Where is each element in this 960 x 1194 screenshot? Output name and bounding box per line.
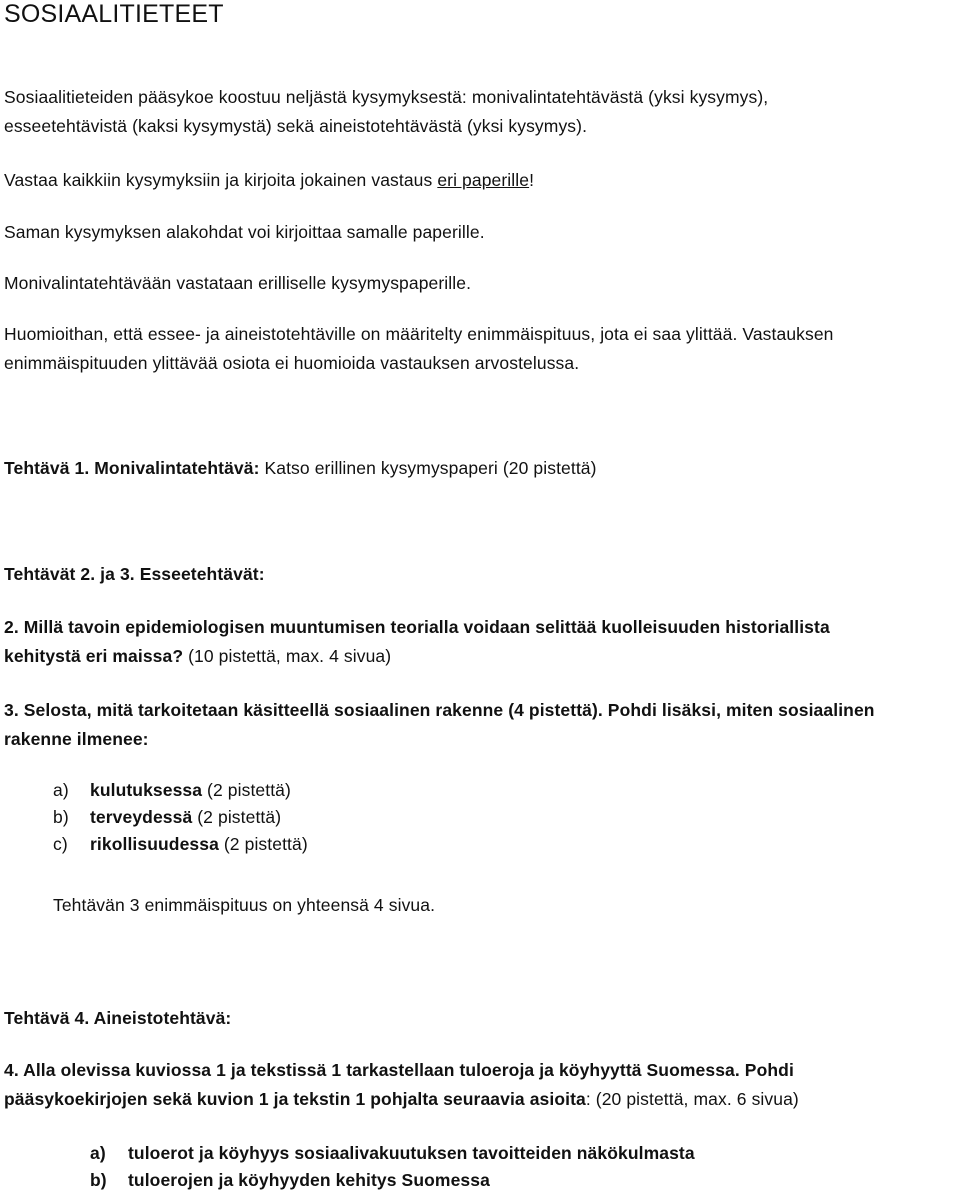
list-item — [53, 804, 308, 831]
list-item-label: c) — [53, 834, 68, 854]
intro-line-2: esseetehtävistä (kaksi kysymystä) sekä aineistotehtävästä (yksi kysymys). — [4, 116, 588, 136]
list-item-points: (2 pistettä) — [218, 834, 308, 854]
list-item-label: a) — [90, 1143, 106, 1163]
question-4-line-2: pääsykoekirjojen sekä kuvion 1 ja tekstin 1 pohjalta seuraavia asioita — [4, 1089, 586, 1109]
instruction-separate-paper — [4, 166, 956, 195]
task-2-3-heading: Tehtävät 2. ja 3. Esseetehtävät: — [4, 564, 265, 584]
question-2-points: (10 pistettä, max. 4 sivua) — [183, 646, 392, 666]
list-item-points: (2 pistettä) — [192, 807, 282, 827]
question-3-subitems — [53, 777, 308, 858]
question-3-line-1: 3. Selosta, mitä tarkoitetaan käsitteellä sosiaalinen rakenne (4 pistettä). Pohdi lisäksi, miten sosiaalinen — [4, 700, 875, 720]
list-item — [90, 1140, 695, 1167]
list-item-text: tuloerojen ja köyhyyden kehitys Suomessa — [128, 1170, 490, 1190]
page-title: SOSIAALITIETEET — [4, 0, 224, 28]
question-2-line-1: 2. Millä tavoin epidemiologisen muuntumisen teorialla voidaan selittää kuolleisuuden historiallista — [4, 617, 830, 637]
task-1 — [4, 454, 956, 483]
question-3-length-limit: Tehtävän 3 enimmäispituus on yhteensä 4 sivua. — [53, 895, 436, 915]
list-item-term: kulutuksessa — [90, 780, 203, 800]
question-2-line-2: kehitystä eri maissa? — [4, 646, 184, 666]
instruction-exclamation: ! — [529, 170, 535, 190]
question-2 — [4, 613, 956, 671]
list-item — [53, 777, 308, 804]
task-1-description: Katso erillinen kysymyspaperi (20 pistettä) — [259, 458, 597, 478]
intro-paragraph — [4, 83, 956, 141]
task-1-heading: Tehtävä 1. Monivalintatehtävä: — [4, 458, 260, 478]
instruction-multiple-choice: Monivalintatehtävään vastataan erilliselle kysymyspaperille. — [4, 273, 472, 293]
question-4-subitems — [90, 1140, 695, 1194]
question-4 — [4, 1056, 956, 1114]
list-item — [90, 1167, 695, 1194]
instruction-text: Vastaa kaikkiin kysymyksiin ja kirjoita jokainen vastaus — [4, 170, 438, 190]
list-item-label: b) — [53, 807, 69, 827]
intro-line-1: Sosiaalitieteiden pääsykoe koostuu neljästä kysymyksestä: monivalintatehtävästä (yksi kysymys), — [4, 87, 769, 107]
underlined-emphasis: eri paperille — [437, 170, 530, 190]
length-limit-note — [4, 320, 956, 378]
list-item-term: terveydessä — [90, 807, 193, 827]
question-3-line-2: rakenne ilmenee: — [4, 729, 149, 749]
question-4-points: : (20 pistettä, max. 6 sivua) — [585, 1089, 799, 1109]
question-3 — [4, 696, 956, 754]
task-4-heading: Tehtävä 4. Aineistotehtävä: — [4, 1008, 232, 1028]
note-line-2: enimmäispituuden ylittävää osiota ei huomioida vastauksen arvostelussa. — [4, 353, 580, 373]
list-item-text: tuloerot ja köyhyys sosiaalivakuutuksen tavoitteiden näkökulmasta — [128, 1143, 695, 1163]
list-item-term: rikollisuudessa — [90, 834, 219, 854]
list-item-points: (2 pistettä) — [202, 780, 291, 800]
list-item — [53, 831, 308, 858]
list-item-label: b) — [90, 1170, 107, 1190]
question-4-line-1: 4. Alla olevissa kuviossa 1 ja tekstissä 1 tarkastellaan tuloeroja ja köyhyyttä Suomessa. Pohdi — [4, 1060, 794, 1080]
instruction-subparts: Saman kysymyksen alakohdat voi kirjoittaa samalle paperille. — [4, 222, 485, 242]
list-item-label: a) — [53, 780, 69, 800]
note-line-1: Huomioithan, että essee- ja aineistotehtäville on määritelty enimmäispituus, jota ei saa ylittää. Vastauksen — [4, 324, 834, 344]
